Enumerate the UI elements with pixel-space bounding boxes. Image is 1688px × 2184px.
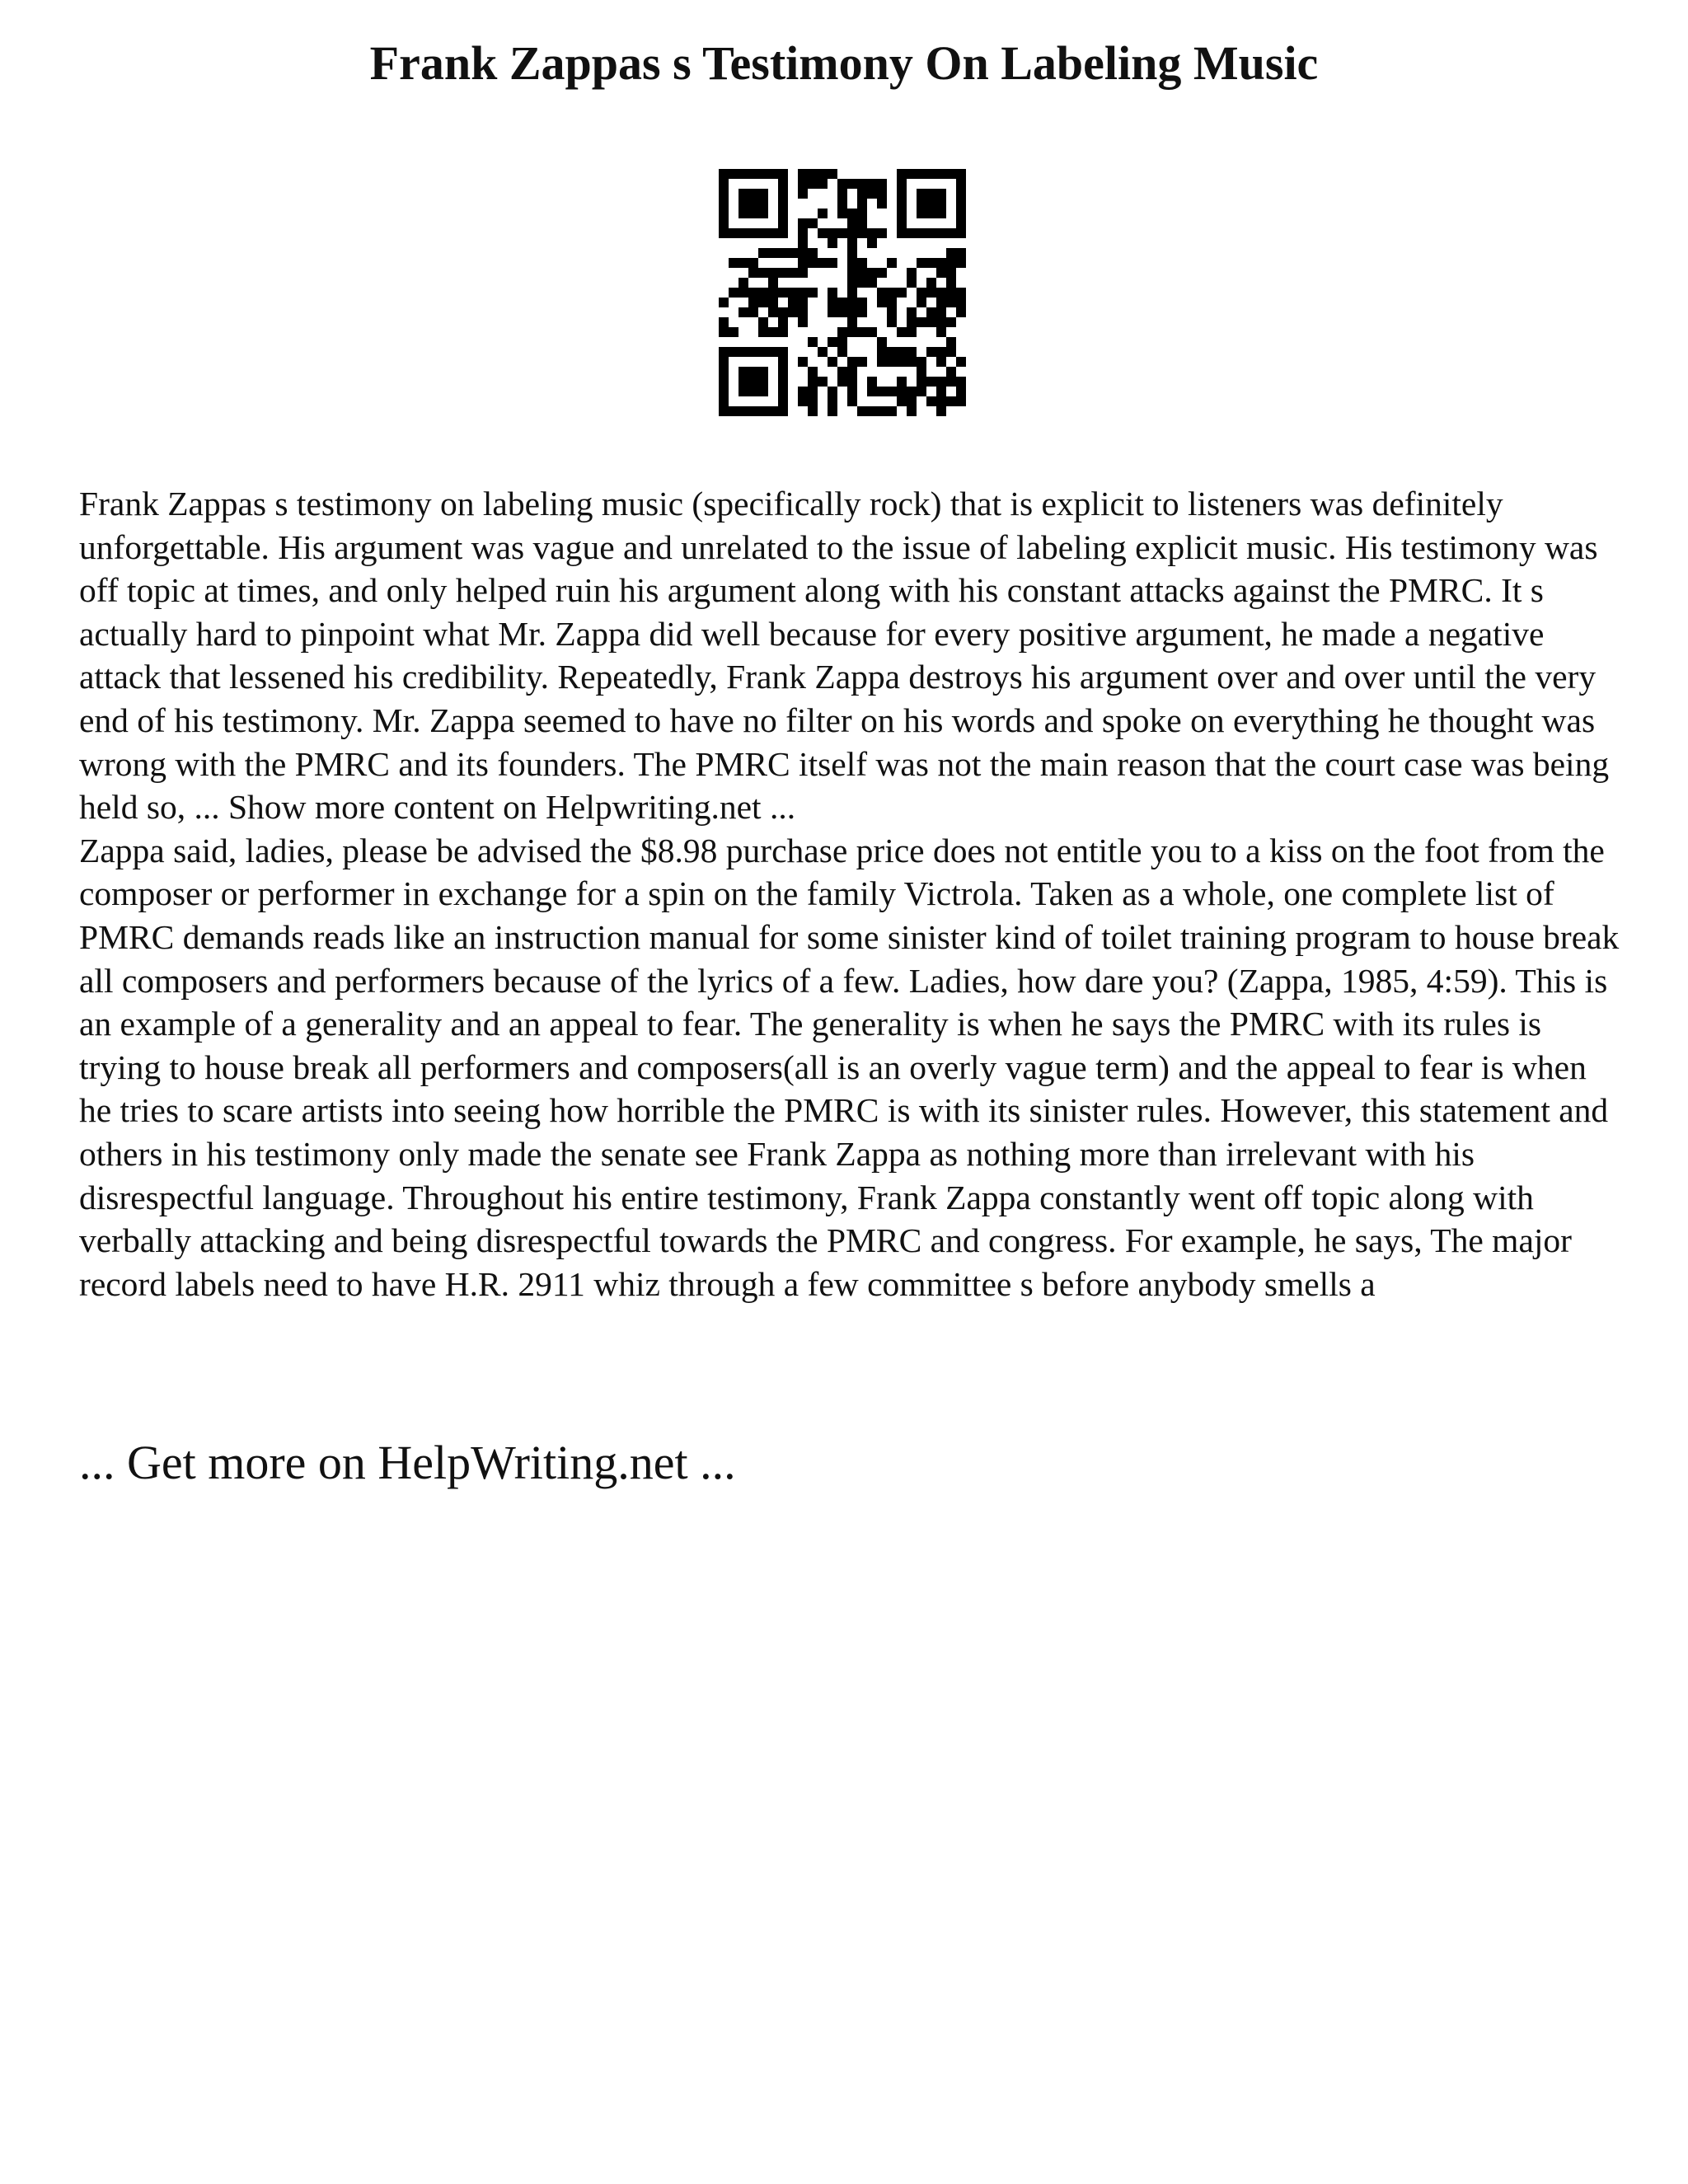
article-paragraph-2: Zappa said, ladies, please be advised the $8.98 purchase price does not entitle you to a kiss on the foot from the composer or performer in exchange for a spin on the family Victrola. Taken as a whole, one complete list of PMRC demands reads like an instruction manual for some sinister kind of toilet training program to house break all composers and performers because of the lyrics of a few. Ladies, how dare you? (Zappa, 1985, 4:59). This is an example of a generality and an appeal to fear. The generality is when he says the PMRC with its rules is trying to house break all performers and composers(all is an overly vague term) and the appeal to fear is when he tries to scare artists into seeing how horrible the PMRC is with its sinister rules. However, this statement and others in his testimony only made the senate see Frank Zappa as nothing more than irrelevant with his disrespectful language. Throughout his entire testimony, Frank Zappa constantly went off topic along with verbally attacking and being disrespectful towards the PMRC and congress. For example, he says, The major record labels need to have H.R. 2911 whiz through a few committee s before anybody smells a bbox=[79, 831, 1620, 1303]
get-more-link[interactable]: ... Get more on HelpWriting.net ... bbox=[79, 1436, 736, 1489]
qr-code-icon bbox=[719, 169, 966, 416]
page-title: Frank Zappas s Testimony On Labeling Music bbox=[369, 36, 1319, 90]
article-paragraph-1: Frank Zappas s testimony on labeling music (specifically rock) that is explicit to listeners was definitely unforgettable. His argument was vague and unrelated to the issue of labeling explicit music. His testimony was off topic at times, and only helped ruin his argument along with his constant attacks against the PMRC. It s actually hard to pinpoint what Mr. Zappa did well because for every positive argument, he made a negative attack that lessened his credibility. Repeatedly, Frank Zappa destroys his argument over and over until the very end of his testimony. Mr. Zappa seemed to have no filter on his words and spoke on everything he thought was wrong with the PMRC and its founders. The PMRC itself was not the main reason that the court case was being held so, ... Show more content on Helpwriting.net ... bbox=[79, 485, 1610, 827]
article-body bbox=[79, 482, 1620, 1305]
